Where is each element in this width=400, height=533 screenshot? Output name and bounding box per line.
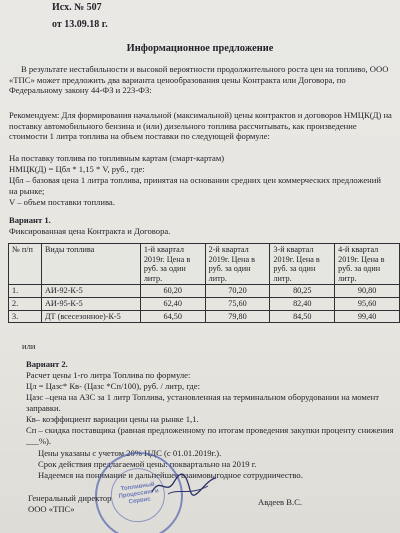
row-num: 1. (9, 285, 42, 298)
variant1-subtitle: Фиксированная цена Контракта и Договора. (9, 226, 171, 236)
header-num: № п/п (9, 244, 42, 285)
document-date: от 13.09.18 г. (52, 19, 108, 30)
row-fuel: ДТ (всесезонное)-К-5 (41, 310, 140, 323)
variant2-title: Вариант 2. (26, 359, 68, 369)
row-fuel: АИ-92-К-5 (41, 285, 140, 298)
header-q2: 2-й квартал 2019г. Цена в руб. за один литр. (205, 244, 270, 285)
variant1-title: Вариант 1. (9, 215, 51, 225)
variant2-formula: Цл = Цазс* Кв- (Цазс *Сп/100), руб. / литр, где: (26, 381, 201, 391)
v-definition: V – объем поставки топлива. (9, 197, 115, 207)
nmck-formula: НМЦК(Д) = Цбл * 1,15 * V, руб., где: (9, 164, 145, 174)
fuel-price-table (8, 243, 400, 323)
cbl-definition: Цбл – базовая цена 1 литра топлива, принятая на основании средних цен коммерческих предложений на рынке; (9, 175, 381, 196)
kv-definition: Кв– коэффициент вариации цены на рынке 1,1. (26, 414, 199, 424)
signature-scribble (150, 470, 220, 500)
recommendation-paragraph: Рекомендуем: Для формирования начальной (максимальной) цены контрактов и договоров НМЦК(Д) на поставку автомобильного бензина и (или) дизельного топлива рассчитывать, как произведение стоимости 1 литра топлива на объем поставки по следующей формуле: (9, 110, 392, 142)
row-num: 2. (9, 297, 42, 310)
row-q3: 84,50 (270, 310, 335, 323)
table-row (9, 285, 400, 298)
supply-line: На поставку топлива по топливным картам (смарт-картам) (9, 153, 225, 163)
row-q4: 90,80 (335, 285, 400, 298)
row-q3: 80,25 (270, 285, 335, 298)
row-fuel: АИ-95-К-5 (41, 297, 140, 310)
stamp-text: Топливный Процессинг и Сервис (118, 481, 160, 506)
signatory-position: Генеральный директор (28, 493, 112, 503)
outgoing-number: Исх. № 507 (52, 2, 102, 13)
row-q2: 75,60 (205, 297, 270, 310)
sp-definition: Сп – скидка поставщика (равная предложенному по итогам проведения закупки проценту снижения ___%). (26, 425, 394, 446)
row-num: 3. (9, 310, 42, 323)
validity-note: Срок действия предлагаемой цены: поквартально на 2019 г. (38, 459, 257, 469)
header-q4: 4-й квартал 2019г. Цена в руб. за один литр. (335, 244, 400, 285)
signatory-org: ООО «ТПС» (28, 504, 75, 514)
closing-note: Надеемся на понимание и дальнейшее взаимовыгодное сотрудничество. (38, 470, 303, 480)
signatory-name: Авдеев В.С. (258, 497, 303, 507)
table-row (9, 310, 400, 323)
row-q1: 60,20 (140, 285, 205, 298)
header-q1: 1-й квартал 2019г. Цена в руб. за один литр. (140, 244, 205, 285)
intro-paragraph: В результате нестабильности и высокой вероятности продолжительного роста цен на топливо, ООО «ТПС» может предложить два варианта ценообразования цены Контракта или Договора, по Федеральному закону 44-ФЗ и 223-ФЗ: (9, 64, 389, 96)
row-q4: 99,40 (335, 310, 400, 323)
row-q1: 62,40 (140, 297, 205, 310)
header-fuel: Виды топлива (41, 244, 140, 285)
header-q3: 3-й квартал 2019г. Цена в руб. за один литр. (270, 244, 335, 285)
row-q4: 95,60 (335, 297, 400, 310)
cazs-definition: Цазс –цена на АЗС за 1 литр Топлива, установленная на терминальном оборудовании на момент заправки. (26, 392, 380, 413)
table-header-row (9, 244, 400, 285)
document-title: Информационное предложение (126, 43, 274, 54)
row-q1: 64,50 (140, 310, 205, 323)
row-q3: 82,40 (270, 297, 335, 310)
variant2-calc-intro: Расчет цены 1-го литра Топлива по формуле: (26, 370, 191, 380)
row-q2: 70,20 (205, 285, 270, 298)
or-text: или (22, 341, 36, 351)
vat-note: Цены указаны с учетом 20% НДС (с 01.01.2019г.). (38, 448, 222, 458)
row-q2: 79,80 (205, 310, 270, 323)
table-row (9, 297, 400, 310)
